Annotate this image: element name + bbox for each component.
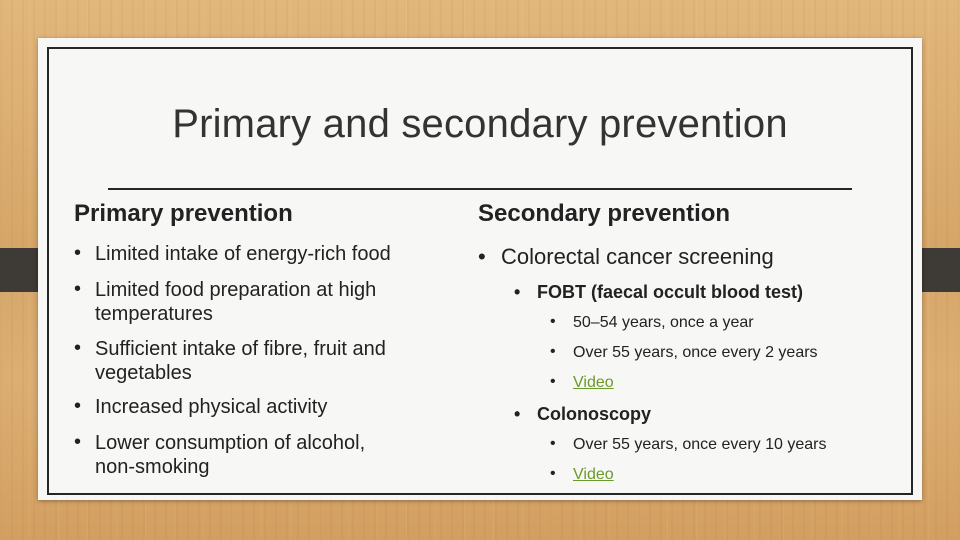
slide-title: Primary and secondary prevention [172, 102, 788, 146]
primary-heading: Primary prevention [74, 200, 293, 227]
bullet-icon: • [74, 278, 82, 300]
bullet-icon: • [74, 431, 82, 453]
fobt-video-link[interactable]: Video [573, 374, 614, 391]
bullet-icon: • [74, 395, 82, 417]
bullet-icon: • [550, 343, 556, 360]
colonoscopy-video-link[interactable]: Video [573, 466, 614, 483]
bullet-icon: • [550, 373, 556, 390]
right-edge-tab [920, 248, 960, 292]
bullet-icon: • [514, 282, 521, 302]
bullet-icon: • [478, 244, 486, 269]
bullet-icon: • [550, 465, 556, 482]
secondary-heading: Secondary prevention [478, 200, 731, 227]
left-edge-tab [0, 248, 40, 292]
bullet-icon: • [550, 313, 556, 330]
slide-card: Primary and secondary prevention Primary prevention • Limited intake of energy-rich food • Limited food preparation at high temperatures • Sufficient intake of fibre, fruit and vegetables • Increased physical activity • Lower consumption of alcohol, non-smoking Secondary prevention • Colorectal cancer screening • FOBT (faecal occult blood test) • 50–54 years, once a year • Over 55 years, once every 2 years • Video • Colonoscopy • Over 55 years, once every 10 years • Video [38, 38, 922, 500]
bullet-icon: • [74, 337, 82, 359]
bullet-icon: • [74, 242, 82, 264]
bullet-icon: • [550, 435, 556, 452]
title-divider [108, 188, 852, 190]
bullet-icon: • [514, 404, 521, 424]
